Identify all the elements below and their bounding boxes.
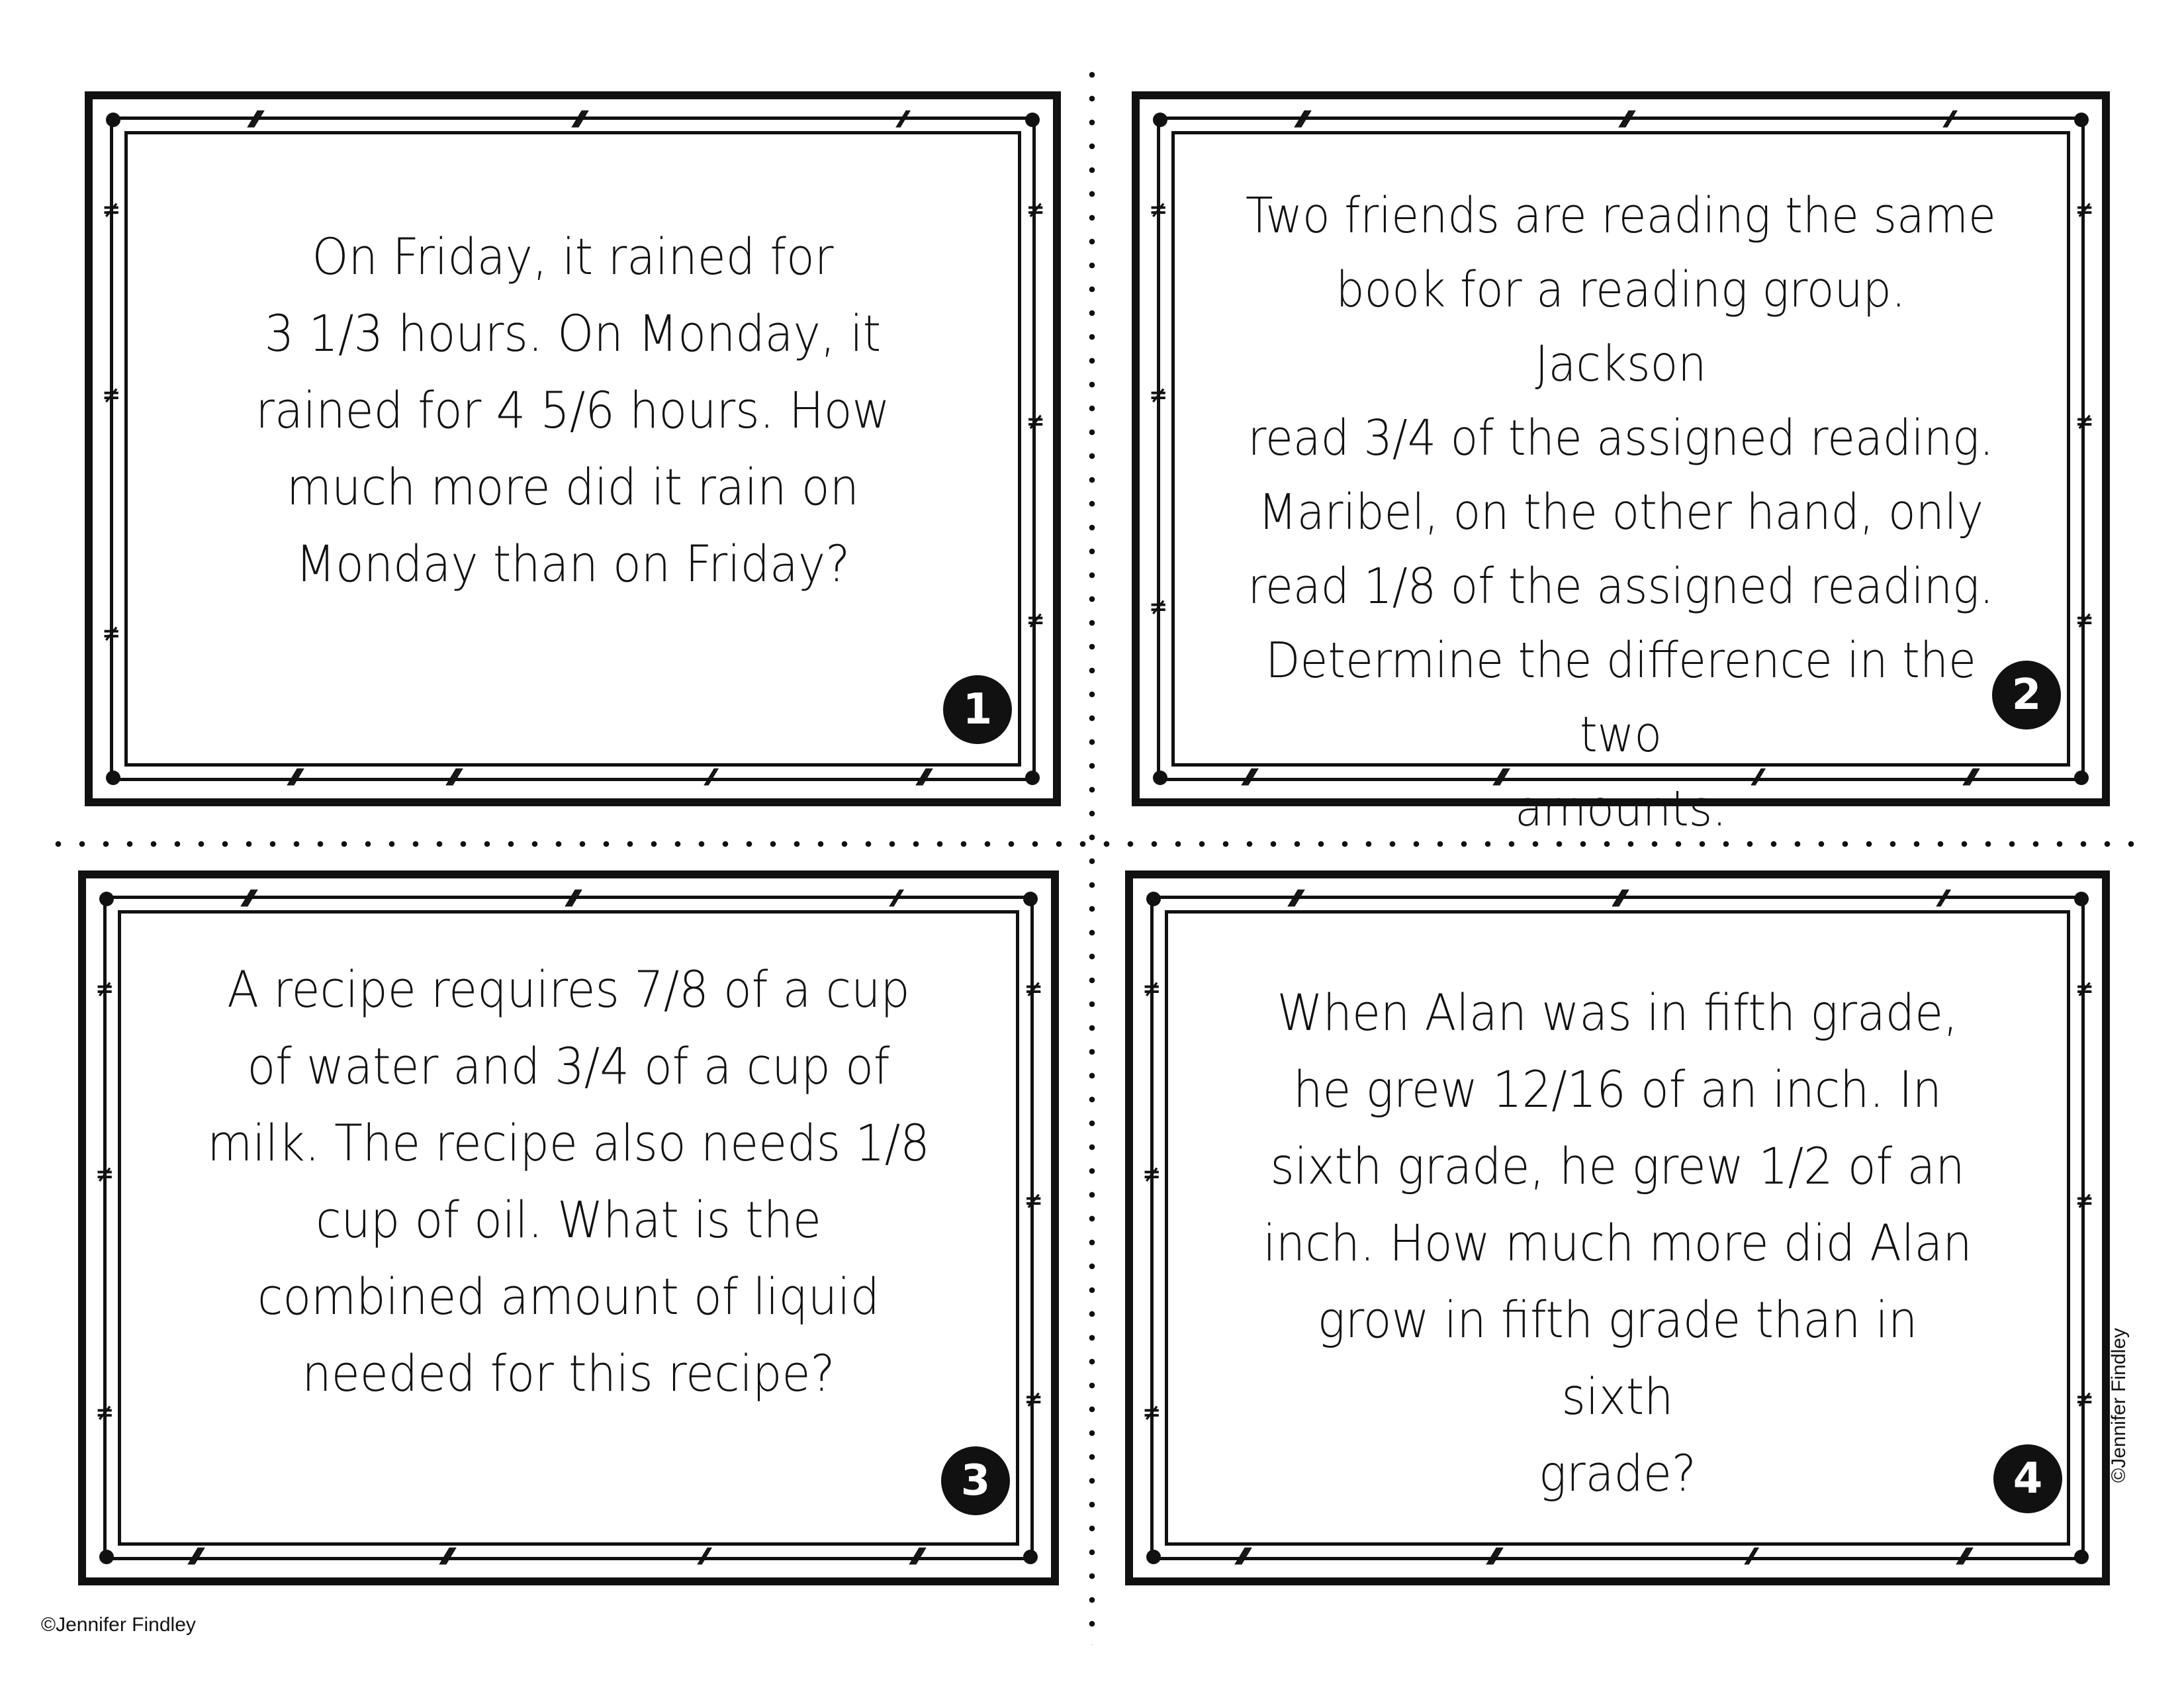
task-card-2 [1132,91,2110,837]
corner-dot [99,1550,114,1564]
border-tick-decoration: ⁄⁄⁄ [251,107,259,133]
border-tick-decoration: ≠ [1149,382,1167,408]
border-tick-decoration: ≠ [1142,1161,1160,1188]
border-tick-decoration: ≠ [1024,1188,1042,1214]
copyright-notice: ©Jennifer Findley [41,1614,196,1636]
corner-dot [1153,771,1167,785]
task-card-3 [78,870,1059,1585]
border-tick-decoration: ⁄⁄⁄ [1246,765,1253,791]
card-question-text: When Alan was in fifth grade, he grew 12/16 of an inch. In sixth grade, he grew 1/2 of an inch. How much more did Alan grow in fifth grade than in sixth grade? [1263,983,1972,1503]
corner-dot [106,771,120,785]
corner-dot [1153,113,1167,127]
corner-dot [2074,1550,2089,1564]
border-tick-decoration: ≠ [1026,408,1044,435]
border-tick-decoration: ⁄⁄⁄ [1490,1544,1498,1570]
border-tick-decoration: ≠ [102,197,120,223]
border-tick-decoration: ⁄⁄⁄ [1623,107,1631,133]
border-tick-decoration: ≠ [2075,607,2093,633]
border-tick-decoration: ≠ [2075,197,2093,223]
border-tick-decoration: ⁄⁄ [893,886,899,912]
border-tick-decoration: ⁄⁄⁄ [443,1544,451,1570]
border-tick-decoration: ≠ [1026,607,1044,633]
border-tick-decoration: ⁄⁄⁄ [576,107,584,133]
border-tick-decoration: ≠ [1142,976,1160,1002]
border-tick-decoration: ⁄⁄⁄ [1497,765,1505,791]
border-tick-decoration: ≠ [2075,1386,2093,1413]
task-card-1 [85,91,1061,806]
card-number-badge: 3 [941,1446,1010,1515]
border-tick-decoration: ⁄⁄ [900,107,905,133]
border-tick-decoration: ⁄⁄ [702,1544,707,1570]
border-tick-decoration: ≠ [2075,408,2093,435]
card-number-badge: 4 [1993,1444,2062,1513]
copyright-notice-vertical: ©Jennifer Findley [2108,1328,2130,1483]
border-tick-decoration: ⁄⁄⁄ [1292,886,1300,912]
border-tick-decoration: ⁄⁄⁄ [1960,1544,1968,1570]
corner-dot [106,113,120,127]
card-question-text: Two friends are reading the same book for a reading group. Jackson read 3/4 of the assigned reading. Maribel, on the other hand, only read 1/8 of the assigned reading. Determine the difference in the two amounts. [1246,187,1996,837]
corner-dot [1025,771,1040,785]
border-tick-decoration: ≠ [95,1161,113,1188]
corner-dot [1023,1550,1038,1564]
corner-dot [1146,892,1161,906]
corner-dot [1023,892,1038,906]
border-tick-decoration: ≠ [95,1399,113,1426]
border-tick-decoration: ≠ [1149,594,1167,620]
border-tick-decoration: ≠ [1026,197,1044,223]
corner-dot [2074,113,2089,127]
corner-dot [2074,892,2089,906]
border-tick-decoration: ⁄⁄ [708,765,713,791]
border-tick-decoration: ⁄⁄⁄ [1616,886,1624,912]
border-tick-decoration: ⁄⁄ [1755,765,1760,791]
border-tick-decoration: ⁄⁄⁄ [291,765,299,791]
border-tick-decoration: ⁄⁄⁄ [1967,765,1975,791]
card-number-badge: 1 [943,675,1012,744]
border-tick-decoration: ⁄⁄⁄ [1239,1544,1247,1570]
border-tick-decoration: ≠ [1024,1386,1042,1413]
border-tick-decoration: ≠ [95,976,113,1002]
task-card-4 [1125,870,2110,1585]
corner-dot [1146,1550,1161,1564]
corner-dot [1025,113,1040,127]
border-tick-decoration: ⁄⁄ [1940,886,1946,912]
border-tick-decoration: ≠ [1149,197,1167,223]
border-tick-decoration: ⁄⁄⁄ [913,1544,921,1570]
border-tick-decoration: ≠ [2075,976,2093,1002]
border-tick-decoration: ≠ [2075,1188,2093,1214]
border-tick-decoration: ≠ [1142,1399,1160,1426]
card-number-badge: 2 [1992,661,2061,729]
vertical-cut-line [1089,63,1095,1645]
border-tick-decoration: ⁄⁄⁄ [245,886,253,912]
border-tick-decoration: ⁄⁄⁄ [569,886,577,912]
border-tick-decoration: ⁄⁄⁄ [192,1544,200,1570]
border-tick-decoration: ⁄⁄ [1749,1544,1754,1570]
border-tick-decoration: ⁄⁄⁄ [920,765,928,791]
card-question-text: On Friday, it rained for 3 1/3 hours. On Monday, it rained for 4 5/6 hours. How much more did it rain on Monday than on Friday? [255,227,890,593]
border-tick-decoration: ⁄⁄ [1947,107,1952,133]
border-tick-decoration: ≠ [102,620,120,647]
border-tick-decoration: ⁄⁄⁄ [450,765,458,791]
corner-dot [99,892,114,906]
corner-dot [2074,771,2089,785]
border-tick-decoration: ≠ [102,382,120,408]
border-tick-decoration: ⁄⁄⁄ [1298,107,1306,133]
card-question-text: A recipe requires 7/8 of a cup of water and 3/4 of a cup of milk. The recipe also needs 1/8 cup of oil. What is the combined amount of liquid needed for this recipe? [207,960,930,1403]
border-tick-decoration: ≠ [1024,976,1042,1002]
